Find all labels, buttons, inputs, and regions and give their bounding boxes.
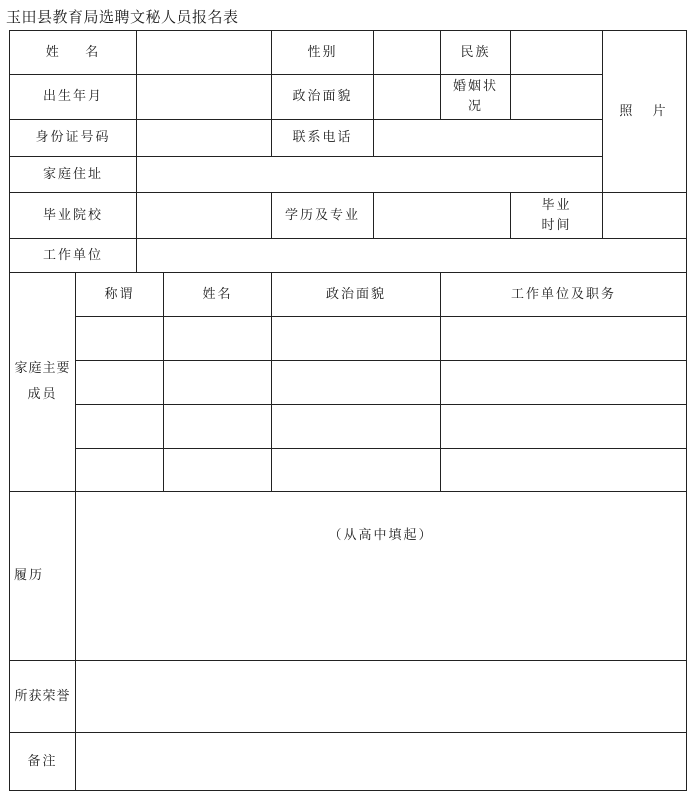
phone-label: 联系电话: [292, 130, 353, 145]
notes-value[interactable]: [76, 733, 686, 790]
family-row-cell[interactable]: [164, 449, 271, 491]
family-label-line2: 成员: [27, 387, 58, 402]
honors-label: 所获荣誉: [14, 688, 71, 704]
family-row-cell[interactable]: [272, 361, 440, 404]
family-row-cell[interactable]: [272, 405, 440, 448]
address-value[interactable]: [137, 157, 602, 192]
family-header-relation: 称谓: [104, 286, 135, 302]
political-value[interactable]: [374, 75, 440, 119]
resume-label: 履历: [14, 568, 45, 583]
resume-value[interactable]: [76, 492, 686, 660]
family-header-work-position: 工作单位及职务: [510, 286, 616, 302]
family-row-cell[interactable]: [76, 405, 163, 448]
family-header-political: 政治面貌: [325, 286, 386, 302]
gender-value[interactable]: [374, 31, 440, 74]
family-header-name: 姓名: [202, 286, 233, 302]
education-major-label: 学历及专业: [284, 207, 360, 223]
political-label: 政治面貌: [292, 89, 353, 104]
notes-label: 备注: [27, 753, 58, 769]
ethnicity-label: 民族: [460, 44, 491, 60]
family-row-cell[interactable]: [441, 405, 686, 448]
family-row-cell[interactable]: [164, 361, 271, 404]
form-title: 玉田县教育局选聘文秘人员报名表: [6, 8, 239, 26]
work-unit-label: 工作单位: [42, 247, 103, 263]
family-label-line1: 家庭主要: [14, 361, 71, 376]
graduation-time-label: [511, 193, 602, 238]
phone-value[interactable]: [374, 120, 602, 156]
grid-line: [686, 30, 687, 791]
family-row-cell[interactable]: [441, 449, 686, 491]
photo-label: 照 片: [619, 103, 670, 119]
family-row-cell[interactable]: [164, 317, 271, 360]
school-value[interactable]: [137, 193, 271, 238]
id-number-value[interactable]: [137, 120, 271, 156]
address-label: 家庭住址: [42, 166, 103, 182]
family-row-cell[interactable]: [76, 361, 163, 404]
birth-value[interactable]: [137, 75, 271, 119]
marital-label: [441, 75, 510, 119]
birth-label: 出生年月: [42, 89, 103, 104]
family-row-cell[interactable]: [272, 317, 440, 360]
graduation-time-value[interactable]: [603, 193, 686, 238]
ethnicity-value[interactable]: [511, 31, 602, 74]
family-row-cell[interactable]: [164, 405, 271, 448]
graduation-time-line1: 毕业: [541, 197, 572, 213]
work-unit-value[interactable]: [137, 239, 686, 272]
family-row-cell[interactable]: [441, 317, 686, 360]
honors-value[interactable]: [76, 661, 686, 732]
marital-label-line2: 况: [467, 99, 483, 114]
family-row-cell[interactable]: [272, 449, 440, 491]
resume-hint: （从高中填起）: [328, 528, 434, 543]
education-major-value[interactable]: [374, 193, 510, 238]
family-row-cell[interactable]: [76, 449, 163, 491]
graduation-time-line2: 时间: [541, 217, 572, 233]
grid-line: [9, 790, 686, 791]
school-label: 毕业院校: [42, 207, 103, 223]
gender-label: 性别: [307, 44, 338, 60]
family-row-cell[interactable]: [441, 361, 686, 404]
family-row-cell[interactable]: [76, 317, 163, 360]
name-label: 姓 名: [45, 44, 101, 60]
marital-value[interactable]: [511, 75, 602, 119]
name-value[interactable]: [137, 31, 271, 74]
family-members-label: [10, 273, 75, 491]
id-number-label: 身份证号码: [35, 130, 111, 145]
marital-label-line1: 婚姻状: [452, 79, 498, 94]
